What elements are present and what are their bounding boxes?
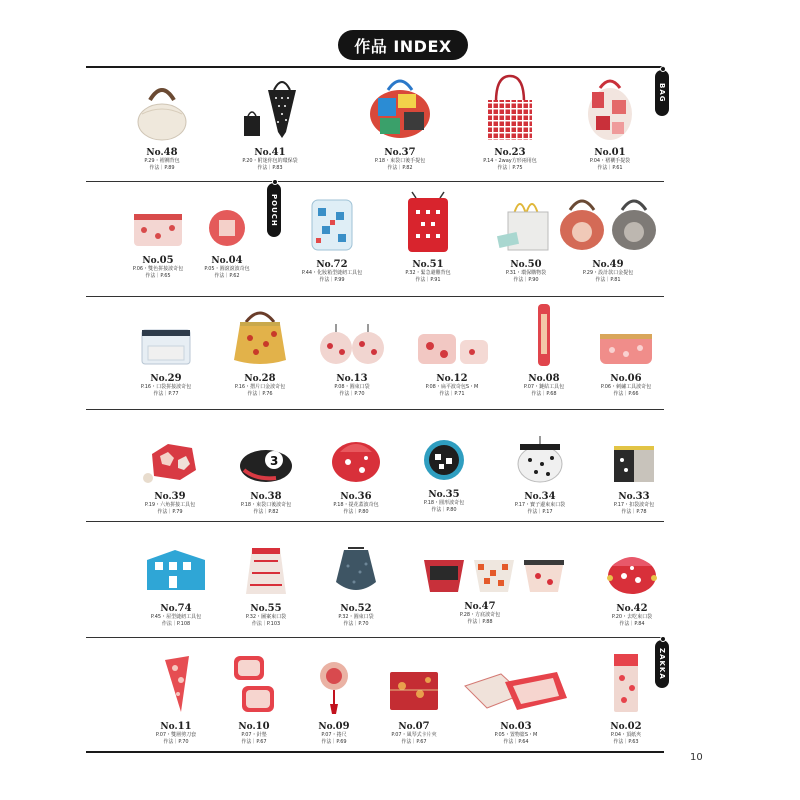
pouch-pair-photo: [314, 318, 390, 368]
item-description: P.17・扣袋波奇包: [613, 502, 655, 508]
item-number: No.41: [254, 147, 286, 158]
zakka-photo: [606, 650, 646, 716]
item-description: P.07・捲尺: [321, 732, 347, 738]
item-description: P.07・風琴式卡片夾: [391, 732, 437, 738]
item-instructions: 作法｜P.90: [513, 277, 539, 283]
item-instructions: 作法｜P.70: [339, 391, 365, 397]
index-item[interactable]: [574, 436, 694, 516]
item-number: No.48: [146, 147, 178, 158]
item-instructions: 作法｜P.62: [214, 273, 240, 279]
item-instructions: 作法｜P.84: [619, 621, 645, 627]
pouch-photo: [512, 430, 568, 486]
item-description: P.32・緊急避難背包: [405, 270, 451, 276]
divider-row-3: [86, 409, 664, 410]
item-number: No.12: [436, 373, 468, 384]
pouch-photo: [326, 430, 386, 486]
item-description: P.18・提花蓋波奇包: [333, 502, 379, 508]
bag-photo: [230, 72, 310, 142]
item-instructions: 作法｜P.108: [161, 621, 191, 627]
tab-zakka-label: ZAKKA: [658, 648, 666, 680]
pouch-photo: [524, 300, 564, 368]
item-description: P.32・圓束口袋: [338, 614, 374, 620]
item-description: P.19・六角拼接工具包: [144, 502, 196, 508]
pouch-photo: [596, 324, 656, 368]
bag-photo: [480, 72, 540, 142]
item-number: No.49: [592, 259, 624, 270]
item-instructions: 作法｜P.83: [257, 165, 283, 171]
pouch-photo: [138, 318, 194, 368]
item-number: No.50: [510, 259, 542, 270]
item-instructions: 作法｜P.78: [621, 509, 647, 515]
pouch-photo: [228, 302, 292, 368]
item-number: No.10: [238, 721, 270, 732]
index-item[interactable]: [296, 538, 416, 628]
item-instructions: 作法｜P.64: [503, 739, 529, 745]
svg-text:3: 3: [270, 454, 279, 468]
index-item[interactable]: [340, 72, 460, 172]
divider-row-4: [86, 521, 664, 522]
index-item[interactable]: [102, 78, 222, 172]
item-instructions: 作法｜P.17: [527, 509, 553, 515]
item-description: P.05・圓滾滾波奇包: [204, 266, 250, 272]
item-number: No.11: [160, 721, 192, 732]
pouch-photo: [302, 190, 362, 254]
item-instructions: 作法｜P.66: [613, 391, 639, 397]
index-item[interactable]: [456, 664, 576, 746]
divider-row-2: [86, 296, 664, 297]
item-description: P.32・圖案束口袋: [245, 614, 287, 620]
item-number: No.23: [494, 147, 526, 158]
item-number: No.13: [336, 373, 368, 384]
item-description: P.20・去吃束口袋: [611, 614, 653, 620]
item-number: No.39: [154, 491, 186, 502]
item-instructions: 作法｜P.89: [149, 165, 175, 171]
pouch-photo: [141, 540, 211, 598]
item-instructions: 作法｜P.81: [595, 277, 621, 283]
item-number: No.08: [528, 373, 560, 384]
item-instructions: 作法｜P.80: [431, 507, 457, 513]
item-description: P.07・雙層剪刀套: [155, 732, 197, 738]
item-number: No.52: [340, 603, 372, 614]
pouch-pair-photo: [412, 326, 492, 368]
pouch-photo: [604, 544, 660, 598]
item-description: P.04・頂紙夾: [610, 732, 642, 738]
item-description: P.17・寶子邊束束口袋: [514, 502, 566, 508]
item-description: P.20・附迷你包的環保袋: [242, 158, 298, 164]
bag-photo: [580, 72, 640, 142]
item-number: No.72: [316, 259, 348, 270]
item-instructions: 作法｜P.82: [253, 509, 279, 515]
pouch-photo: [328, 538, 384, 598]
item-number: No.34: [524, 491, 556, 502]
bag-pair-photo: [556, 190, 660, 254]
item-description: P.07・鏈結工具包: [523, 384, 565, 390]
item-instructions: 作法｜P.77: [153, 391, 179, 397]
item-number: No.36: [340, 491, 372, 502]
item-instructions: 作法｜P.67: [241, 739, 267, 745]
item-number: No.09: [318, 721, 350, 732]
item-number: No.74: [160, 603, 192, 614]
item-description: P.08・圓束口袋: [334, 384, 370, 390]
item-number: No.37: [384, 147, 416, 158]
item-description: P.16・口袋拼接波奇包: [140, 384, 192, 390]
index-item[interactable]: [210, 72, 330, 172]
item-number: No.28: [244, 373, 276, 384]
item-number: No.33: [618, 491, 650, 502]
item-description: P.04・褶襉手提袋: [589, 158, 631, 164]
item-instructions: 作法｜P.91: [415, 277, 441, 283]
item-description: P.18・圓形波奇包: [423, 500, 465, 506]
index-title: 作品 INDEX: [338, 30, 468, 60]
item-instructions: 作法｜P.65: [145, 273, 171, 279]
divider-row-5: [86, 637, 664, 638]
item-instructions: 作法｜P.80: [343, 509, 369, 515]
item-instructions: 作法｜P.88: [467, 619, 493, 625]
bag-photo: [364, 72, 436, 142]
divider-row-1: [86, 181, 664, 182]
item-instructions: 作法｜P.69: [321, 739, 347, 745]
item-description: P.07・針墊: [241, 732, 267, 738]
item-number: No.29: [150, 373, 182, 384]
pouch-trio-photo: [420, 552, 570, 596]
item-description: P.29・設計款口金提包: [582, 270, 634, 276]
item-description: P.18・束袋口後波奇包: [240, 502, 292, 508]
item-instructions: 作法｜P.67: [401, 739, 427, 745]
tab-pouch-label: POUCH: [270, 193, 278, 227]
pouch-photo: [236, 440, 296, 486]
bag-photo: [132, 78, 192, 142]
item-number: No.42: [616, 603, 648, 614]
index-item[interactable]: [550, 72, 670, 172]
item-number: No.04: [211, 255, 243, 266]
divider-top: [86, 66, 664, 68]
tab-bag-label: BAG: [658, 83, 666, 103]
item-instructions: 作法｜P.76: [247, 391, 273, 397]
item-description: P.18・束袋口後手提包: [374, 158, 426, 164]
index-item[interactable]: [566, 324, 686, 398]
item-description: P.29・褶襉背包: [144, 158, 180, 164]
item-description: P.06・雙色拼接波奇包: [132, 266, 184, 272]
item-number: No.02: [610, 721, 642, 732]
item-instructions: 作法｜P.75: [497, 165, 523, 171]
zakka-photo: [461, 664, 571, 716]
pouch-photo: [398, 190, 458, 254]
item-description: P.08・扁平波奇包S・M: [425, 384, 479, 390]
item-instructions: 作法｜P.61: [597, 165, 623, 171]
item-number: No.01: [594, 147, 626, 158]
index-item[interactable]: [167, 200, 287, 280]
item-description: P.14・2way方形兩用包: [483, 158, 537, 164]
item-instructions: 作法｜P.103: [251, 621, 281, 627]
item-number: No.06: [610, 373, 642, 384]
item-instructions: 作法｜P.68: [531, 391, 557, 397]
item-instructions: 作法｜P.99: [319, 277, 345, 283]
zakka-photo: [309, 652, 359, 716]
item-description: P.16・摺片口金波奇包: [234, 384, 286, 390]
zakka-photo: [384, 664, 444, 716]
index-item[interactable]: [572, 544, 692, 628]
pouch-photo: [419, 434, 469, 484]
item-number: No.55: [250, 603, 282, 614]
index-item[interactable]: [420, 552, 540, 626]
pouch-photo: [236, 538, 296, 598]
item-instructions: 作法｜P.79: [157, 509, 183, 515]
item-description: P.44・化妝箱型縫紉工具包: [301, 270, 363, 276]
index-item[interactable]: [566, 650, 686, 746]
page-number: 10: [690, 752, 703, 763]
item-description: P.06・刺繡工具波奇包: [600, 384, 652, 390]
item-description: P.05・置物籃S・M: [494, 732, 538, 738]
pouch-photo: [608, 436, 660, 486]
item-number: No.47: [464, 601, 496, 612]
item-instructions: 作法｜P.70: [163, 739, 189, 745]
item-description: P.45・屋型縫紉工具包: [150, 614, 202, 620]
index-item[interactable]: [548, 190, 668, 284]
item-description: P.31・環保購物袋: [505, 270, 547, 276]
item-instructions: 作法｜P.71: [439, 391, 465, 397]
item-number: No.51: [412, 259, 444, 270]
item-number: No.35: [428, 489, 460, 500]
item-number: No.05: [142, 255, 174, 266]
pouch-photo: [202, 200, 252, 250]
item-instructions: 作法｜P.82: [387, 165, 413, 171]
divider-bottom: [86, 751, 664, 753]
item-instructions: 作法｜P.63: [613, 739, 639, 745]
item-number: No.03: [500, 721, 532, 732]
item-number: No.38: [250, 491, 282, 502]
pouch-photo: [138, 434, 202, 486]
item-number: No.07: [398, 721, 430, 732]
item-instructions: 作法｜P.70: [343, 621, 369, 627]
item-description: P.28・方底波奇包: [459, 612, 501, 618]
